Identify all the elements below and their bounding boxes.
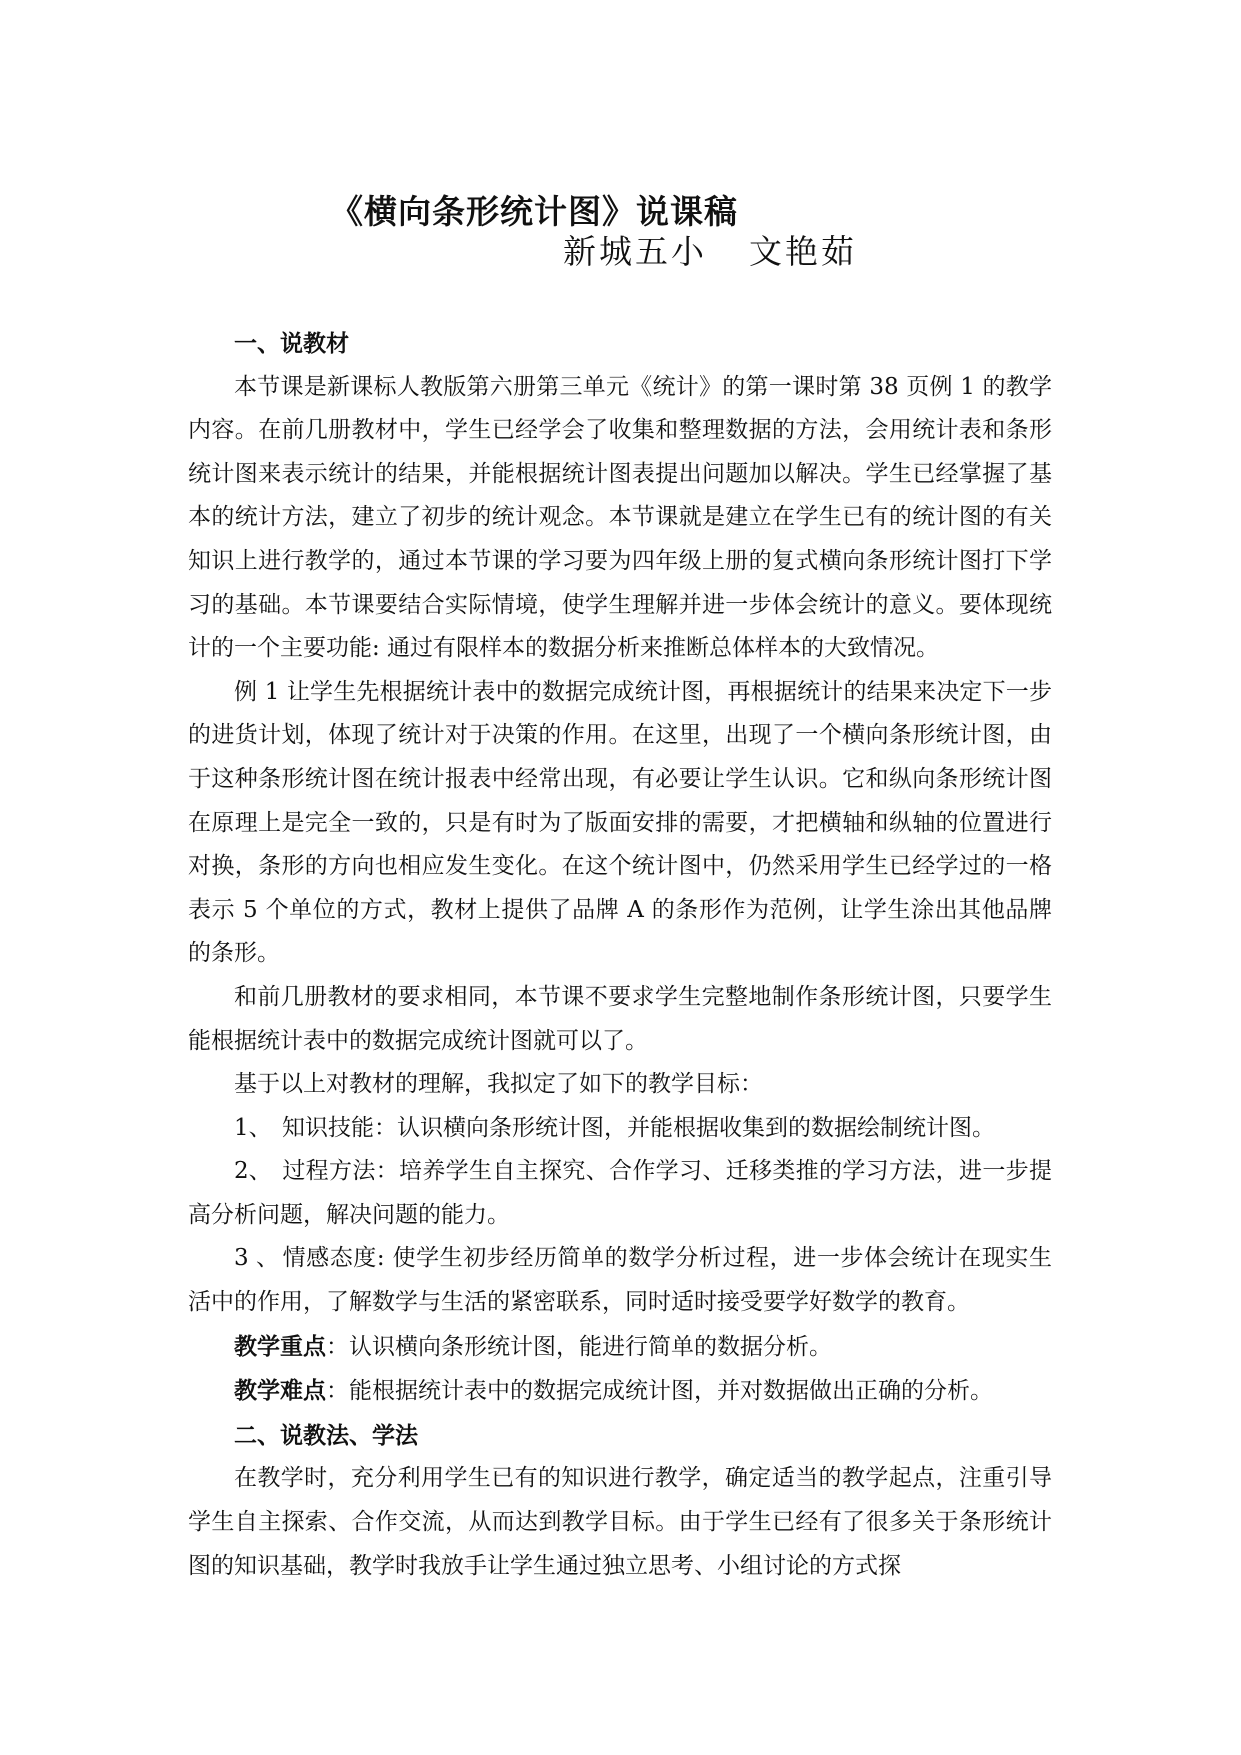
author-line [563, 232, 857, 272]
section-heading-textbook: 一、说教材 [234, 330, 349, 357]
goal-text: 知识技能：认识横向条形统计图，并能根据收集到的数据绘制统计图。 [282, 1114, 995, 1141]
key-point-text: ：认识横向条形统计图，能进行简单的数据分析。 [326, 1333, 832, 1360]
goal-number: 1、 [234, 1114, 272, 1141]
author-school: 新城五小 [563, 232, 707, 271]
goal-number: 3 、 [234, 1245, 279, 1272]
difficult-point [188, 1369, 1052, 1414]
paragraph: 本节课是新课标人教版第六册第三单元《统计》的第一课时第 38 页例 1 的教学内容。在前几册教材中，学生已经学会了收集和整理数据的方法，会用统计表和条形统计图来表示统计的结果，并能根据统计图表提出问题加以解决。学生已经掌握了基本的统计方法，建立了初步的统计观念。本节课就是建立在学生已有的统计图的有关知识上进行教学的，通过本节课的学习要为四年级上册的复式横向条形统计图打下学习的基础。本节课要结合实际情境，使学生理解并进一步体会统计的意义。要体现统计的一个主要功能: 通过有限样本的数据分析来推断总体样本的大致情况。 [188, 373, 1052, 662]
goal-text: 过程方法：培养学生自主探究、合作学习、迁移类推的学习方法，进一步提高分析问题，解决问题的能力。 [188, 1158, 1052, 1228]
paragraph: 在教学时，充分利用学生已有的知识进行教学，确定适当的教学起点，注重引导学生自主探索、合作交流，从而达到教学目标。由于学生已经有了很多关于条形统计图的知识基础，教学时我放手让学生通过独立思考、小组讨论的方式探 [188, 1465, 1052, 1579]
document-title: 《横向条形统计图》说课稿 [330, 192, 738, 231]
goal-item [188, 1150, 1052, 1237]
paragraph: 基于以上对教材的理解，我拟定了如下的教学目标： [234, 1071, 763, 1098]
key-point [188, 1325, 1052, 1370]
difficult-point-text: ：能根据统计表中的数据完成统计图，并对数据做出正确的分析。 [326, 1378, 993, 1405]
difficult-point-label: 教学难点 [234, 1377, 326, 1405]
key-point-label: 教学重点 [234, 1332, 326, 1360]
goal-text: 情感态度: 使学生初步经历简单的数学分析过程，进一步体会统计在现实生活中的作用，了解数学与生活的紧密联系，同时适时接受要学好数学的教育。 [188, 1245, 1052, 1316]
paragraph: 例 1 让学生先根据统计表中的数据完成统计图，再根据统计的结果来决定下一步的进货计划，体现了统计对于决策的作用。在这里，出现了一个横向条形统计图，由于这种条形统计图在统计报表中经常出现，有必要让学生认识。它和纵向条形统计图在原理上是完全一致的，只是有时为了版面安排的需要，才把横轴和纵轴的位置进行对换，条形的方向也相应发生变化。在这个统计图中，仍然采用学生已经学过的一格表示 5 个单位的方式，教材上提供了品牌 A 的条形作为范例，让学生涂出其他品牌的条形。 [188, 678, 1052, 967]
goal-item [188, 1237, 1052, 1324]
goal-item [188, 1107, 1052, 1151]
section-heading-methods: 二、说教法、学法 [234, 1421, 418, 1449]
document-body [188, 322, 1052, 1588]
goal-number: 2、 [234, 1158, 272, 1185]
paragraph: 和前几册教材的要求相同，本节课不要求学生完整地制作条形统计图，只要学生能根据统计表中的数据完成统计图就可以了。 [188, 983, 1052, 1054]
author-name: 文艳茹 [749, 232, 857, 271]
